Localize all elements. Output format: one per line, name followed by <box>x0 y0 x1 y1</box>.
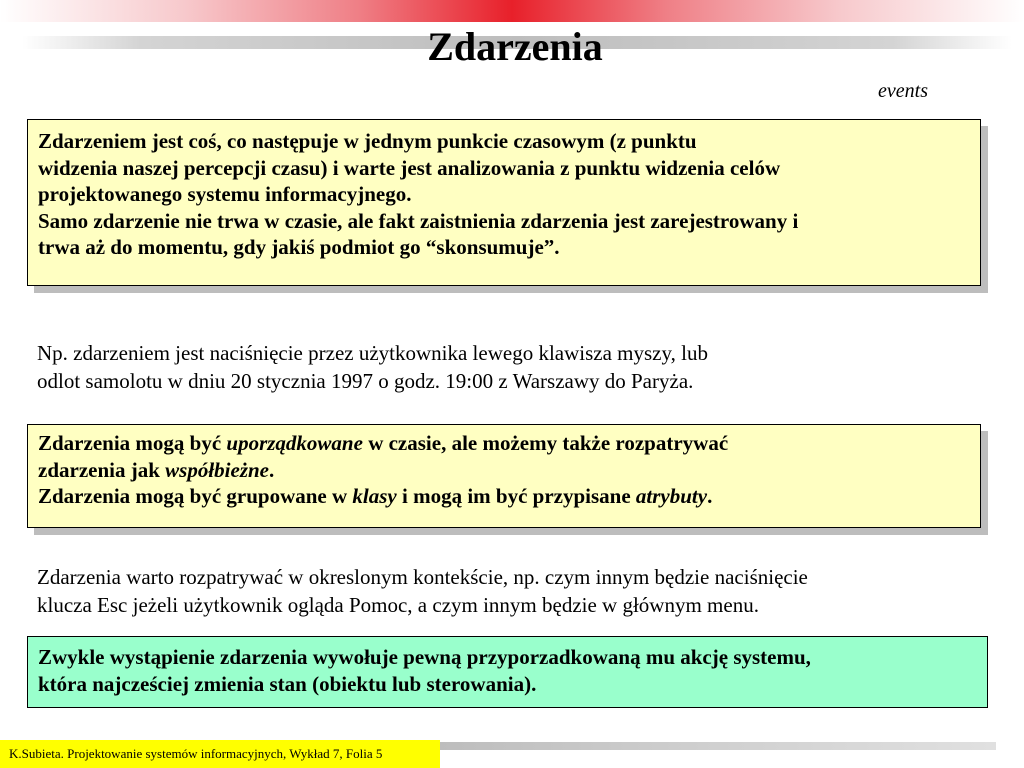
example-paragraph <box>37 339 897 395</box>
action-box <box>27 636 988 708</box>
definition-line: widzenia naszej percepcji czasu) i warte jest analizowania z punktu widzenia celów <box>38 155 781 180</box>
ordering-line-1 <box>38 430 970 457</box>
text-run: Zdarzenia mogą być <box>38 431 227 455</box>
text-run: w czasie, ale możemy także rozpatrywać <box>362 431 729 455</box>
definition-line: Zdarzeniem jest coś, co następuje w jednym punkcie czasowym (z punktu <box>38 129 697 153</box>
slide-title: Zdarzenia <box>427 24 603 69</box>
emphasis-ordered: uporządkowane <box>226 431 363 455</box>
emphasis-attributes: atrybuty <box>635 484 708 508</box>
action-line: Zwykle wystąpienie zdarzenia wywołuje pewną przyporzadkowaną mu akcję systemu, <box>38 645 811 669</box>
definition-line: projektowanego systemu informacyjnego. <box>38 182 412 206</box>
context-line: klucza Esc jeżeli użytkownik ogląda Pomoc, a czym innym będzie w głównym menu. <box>37 593 759 617</box>
footer-label: K.Subieta. Projektowanie systemów informacyjnych, Wykład 7, Folia 5 <box>0 740 440 768</box>
example-line: Np. zdarzeniem jest naciśnięcie przez użytkownika lewego klawisza myszy, lub <box>37 341 708 365</box>
emphasis-classes: klasy <box>352 484 397 508</box>
definition-box <box>27 119 981 286</box>
ordering-line-3 <box>38 483 970 510</box>
context-line: Zdarzenia warto rozpatrywać w okreslonym kontekście, np. czym innym będzie naciśnięcie <box>37 565 808 589</box>
text-run: i mogą im być przypisane <box>396 484 636 508</box>
action-line: która najcześciej zmienia stan (obiektu lub sterowania). <box>38 671 537 696</box>
context-paragraph <box>37 563 997 619</box>
definition-line: Samo zdarzenie nie trwa w czasie, ale fakt zaistnienia zdarzenia jest zarejestrowany i <box>38 208 799 233</box>
text-run: . <box>269 457 275 482</box>
footer-band <box>440 742 996 750</box>
text-run: . <box>707 484 713 508</box>
ordering-box <box>27 424 981 528</box>
ordering-line-2 <box>38 457 970 484</box>
definition-line: trwa aż do momentu, gdy jakiś podmiot go “skonsumuje”. <box>38 235 560 259</box>
top-decorative-gradient <box>0 0 1024 22</box>
example-line: odlot samolotu w dniu 20 stycznia 1997 o godz. 19:00 z Warszawy do Paryża. <box>37 369 694 393</box>
text-run: Zdarzenia mogą być grupowane w <box>38 484 353 508</box>
slide-subtitle: events <box>878 80 928 102</box>
text-run: zdarzenia jak <box>38 457 166 482</box>
emphasis-concurrent: współbieżne <box>165 457 269 482</box>
